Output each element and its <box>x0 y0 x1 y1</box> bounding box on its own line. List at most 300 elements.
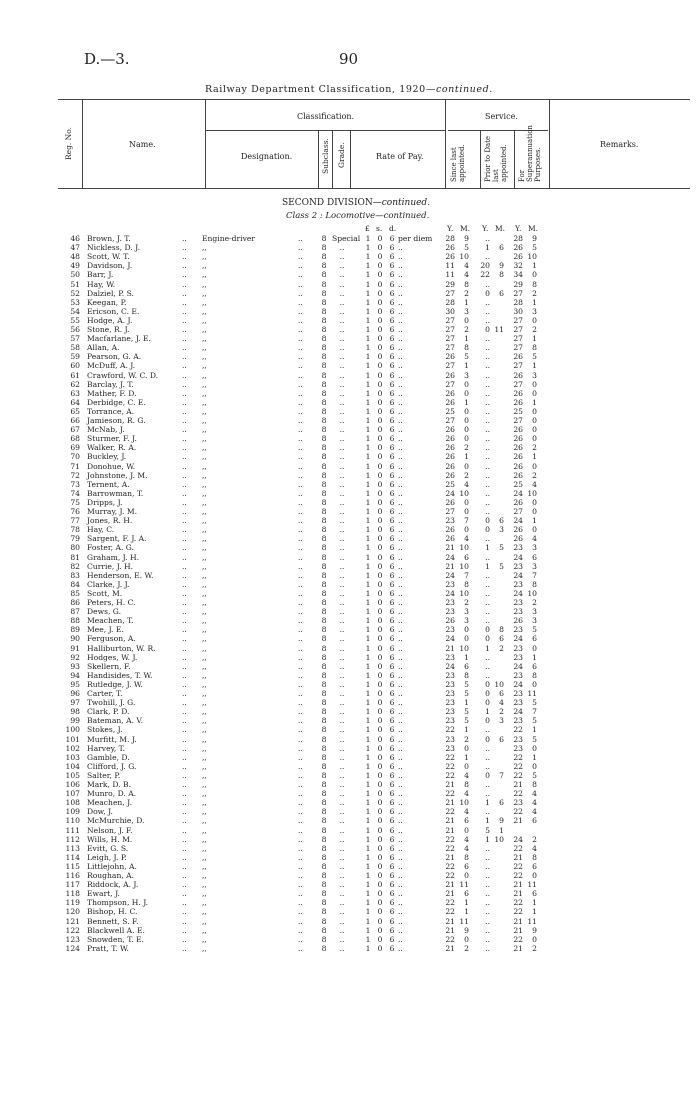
since-last-months-cell: 0 <box>464 871 469 880</box>
pay-pence-cell: 6 <box>389 670 395 680</box>
superannuation-years-cell: 29 <box>513 279 523 289</box>
since-last-months-cell: 0 <box>464 461 469 471</box>
prior-years-cell: .. <box>485 234 490 243</box>
unit-pounds: £ <box>365 224 370 233</box>
superannuation-years-cell: 21 <box>513 852 523 862</box>
since-last-years-cell: 26 <box>445 388 455 398</box>
leader-dots: .. <box>182 789 187 799</box>
prior-years-cell: .. <box>485 789 490 799</box>
pay-pounds-cell: 1 <box>365 780 371 789</box>
superannuation-years-cell: 26 <box>513 470 523 480</box>
pay-period-cell: .. <box>398 670 403 680</box>
designation-cell: ,, <box>202 388 207 398</box>
leader-dots: .. <box>298 843 303 853</box>
table-row <box>0 553 700 562</box>
reg-no-cell: 59 <box>70 352 80 362</box>
table-row <box>0 871 700 880</box>
grade-cell: .. <box>339 434 345 444</box>
prior-years-cell: .. <box>485 807 490 817</box>
superannuation-months-cell: 6 <box>532 861 537 871</box>
pay-shillings-cell: 0 <box>377 416 383 425</box>
pay-pounds-cell: 1 <box>365 561 371 571</box>
pay-pounds-cell: 1 <box>365 925 371 935</box>
pay-pounds-cell: 1 <box>365 807 371 817</box>
subclass-cell: 8 <box>321 798 327 808</box>
pay-shillings-cell: 0 <box>377 579 383 589</box>
pay-period-cell: .. <box>398 943 403 953</box>
superannuation-years-cell: 22 <box>513 761 523 771</box>
pay-pounds-cell: 1 <box>365 297 371 307</box>
reg-no-cell: 76 <box>70 507 80 516</box>
table-row <box>0 462 700 471</box>
grade-cell: .. <box>339 388 345 398</box>
designation-cell: ,, <box>202 789 207 799</box>
prior-months-cell: 3 <box>499 525 504 535</box>
name-cell: Rutledge, J. W. <box>87 679 143 689</box>
pay-pence-cell: 6 <box>389 479 395 489</box>
leader-dots: .. <box>182 325 187 334</box>
since-last-months-cell: 0 <box>464 406 469 416</box>
pay-pounds-cell: 1 <box>365 570 371 580</box>
designation-cell: ,, <box>202 534 207 544</box>
designation-cell: ,, <box>202 889 207 899</box>
superannuation-months-cell: 9 <box>532 234 537 243</box>
since-last-months-cell: 1 <box>464 334 469 344</box>
since-last-years-cell: 24 <box>445 488 455 498</box>
pay-shillings-cell: 0 <box>377 234 383 243</box>
since-last-years-cell: 23 <box>445 625 455 635</box>
since-last-years-cell: 27 <box>445 343 455 353</box>
pay-pence-cell: 6 <box>389 652 395 662</box>
superannuation-months-cell: 2 <box>532 325 537 334</box>
prior-years-cell: .. <box>485 397 490 407</box>
leader-dots: .. <box>298 334 303 344</box>
leader-dots: .. <box>182 507 187 516</box>
pay-pounds-cell: 1 <box>365 479 371 489</box>
prior-years-cell: .. <box>485 443 490 453</box>
superannuation-years-cell: 24 <box>513 488 523 498</box>
since-last-months-cell: 5 <box>464 707 469 717</box>
since-last-months-cell: 1 <box>464 361 469 371</box>
since-last-months-cell: 7 <box>464 516 469 526</box>
table-row <box>0 598 700 607</box>
leader-dots: .. <box>182 852 187 862</box>
pay-shillings-cell: 0 <box>377 461 383 471</box>
table-row <box>0 280 700 289</box>
leader-dots: .. <box>298 825 303 835</box>
pay-pounds-cell: 1 <box>365 889 371 899</box>
name-cell: Munro, D. A. <box>87 789 137 799</box>
superannuation-months-cell: 6 <box>532 552 537 562</box>
pay-pounds-cell: 1 <box>365 234 371 243</box>
table-row <box>0 298 700 307</box>
pay-period-cell: .. <box>398 916 403 926</box>
name-cell: Davidson, J. <box>87 261 133 271</box>
reg-no-cell: 114 <box>65 852 80 862</box>
grade-cell: .. <box>339 443 345 453</box>
since-last-years-cell: 21 <box>445 816 455 826</box>
designation-cell: ,, <box>202 561 207 571</box>
leader-dots: .. <box>182 761 187 771</box>
leader-dots: .. <box>182 470 187 480</box>
reg-no-cell: 99 <box>70 716 80 726</box>
since-last-years-cell: 21 <box>445 543 455 553</box>
unit-months: M. <box>495 224 506 233</box>
pay-pounds-cell: 1 <box>365 652 371 662</box>
name-cell: Scott, W. T. <box>87 252 130 262</box>
prior-years-cell: .. <box>485 889 490 899</box>
reg-no-cell: 69 <box>70 443 80 453</box>
subclass-cell: 8 <box>321 443 327 453</box>
prior-years-cell: 1 <box>485 543 490 553</box>
pay-period-cell: .. <box>398 934 403 944</box>
reg-no-cell: 109 <box>65 807 80 817</box>
superannuation-months-cell: 0 <box>532 525 537 535</box>
col-divider <box>318 130 319 188</box>
pay-shillings-cell: 0 <box>377 698 383 708</box>
pay-period-cell: .. <box>398 652 403 662</box>
since-last-years-cell: 22 <box>445 770 455 780</box>
pay-period-cell: .. <box>398 416 403 425</box>
name-cell: Johnstone, J. M. <box>87 470 148 480</box>
pay-period-cell: .. <box>398 789 403 799</box>
reg-no-cell: 123 <box>65 934 80 944</box>
reg-no-cell: 71 <box>70 461 80 471</box>
reg-no-cell: 104 <box>65 761 80 771</box>
pay-shillings-cell: 0 <box>377 725 383 735</box>
table-row <box>0 471 700 480</box>
grade-cell: .. <box>339 943 345 953</box>
since-last-months-cell: 6 <box>464 816 469 826</box>
leader-dots: .. <box>298 388 303 398</box>
since-last-months-cell: 2 <box>464 443 469 453</box>
prior-years-cell: .. <box>485 315 490 325</box>
pay-period-cell: .. <box>398 607 403 617</box>
leader-dots: .. <box>298 816 303 826</box>
reg-no-cell: 67 <box>70 425 80 435</box>
prior-years-cell: 0 <box>485 325 490 334</box>
subclass-cell: 8 <box>321 361 327 371</box>
prior-years-cell: .. <box>485 552 490 562</box>
grade-cell: .. <box>339 343 345 353</box>
table-row <box>0 389 700 398</box>
designation-cell: ,, <box>202 861 207 871</box>
name-cell: Salter, P. <box>87 770 121 780</box>
leader-dots: .. <box>298 607 303 617</box>
superannuation-months-cell: 8 <box>532 670 537 680</box>
since-last-months-cell: 11 <box>459 880 469 890</box>
designation-cell: ,, <box>202 661 207 671</box>
superannuation-years-cell: 26 <box>513 397 523 407</box>
designation-cell: ,, <box>202 716 207 726</box>
since-last-years-cell: 21 <box>445 852 455 862</box>
designation-cell: ,, <box>202 507 207 516</box>
leader-dots: .. <box>182 388 187 398</box>
leader-dots: .. <box>298 907 303 917</box>
superannuation-months-cell: 8 <box>532 852 537 862</box>
grade-cell: .. <box>339 689 345 698</box>
table-row <box>0 434 700 443</box>
pay-pounds-cell: 1 <box>365 443 371 453</box>
subclass-cell: 8 <box>321 834 327 844</box>
grade-cell: .. <box>339 670 345 680</box>
leader-dots: .. <box>298 852 303 862</box>
since-last-years-cell: 22 <box>445 843 455 853</box>
leader-dots: .. <box>298 561 303 571</box>
superannuation-years-cell: 24 <box>513 707 523 717</box>
grade-cell: .. <box>339 397 345 407</box>
superannuation-months-cell: 0 <box>532 379 537 389</box>
name-cell: Dow, J. <box>87 807 113 817</box>
leader-dots: .. <box>182 816 187 826</box>
prior-months-cell: 3 <box>499 716 504 726</box>
name-cell: Clarke, J. J. <box>87 579 130 589</box>
pay-pence-cell: 6 <box>389 852 395 862</box>
since-last-months-cell: 3 <box>464 370 469 380</box>
name-cell: Sargent, F. J. A. <box>87 534 147 544</box>
leader-dots: .. <box>298 670 303 680</box>
leader-dots: .. <box>182 361 187 371</box>
reg-no-cell: 75 <box>70 497 80 507</box>
reg-no-cell: 66 <box>70 416 80 425</box>
since-last-months-cell: 10 <box>459 798 469 808</box>
name-cell: Riddock, A. J. <box>87 880 139 890</box>
name-cell: Crawford, W. C. D. <box>87 370 159 380</box>
superannuation-years-cell: 24 <box>513 516 523 526</box>
leader-dots: .. <box>182 861 187 871</box>
pay-pounds-cell: 1 <box>365 461 371 471</box>
header-bottom-rule <box>58 188 690 189</box>
leader-dots: .. <box>182 534 187 544</box>
since-last-years-cell: 26 <box>445 616 455 626</box>
pay-shillings-cell: 0 <box>377 406 383 416</box>
designation-cell: Engine-driver <box>202 234 256 243</box>
pay-pence-cell: 6 <box>389 461 395 471</box>
name-cell: Ericson, C. E. <box>87 306 140 316</box>
leader-dots: .. <box>182 397 187 407</box>
prior-months-cell: 8 <box>499 270 504 280</box>
reg-no-cell: 113 <box>65 843 80 853</box>
superannuation-years-cell: 23 <box>513 579 523 589</box>
since-last-years-cell: 26 <box>445 443 455 453</box>
designation-cell: ,, <box>202 898 207 908</box>
reg-no-cell: 110 <box>65 816 80 826</box>
pay-pence-cell: 6 <box>389 743 395 753</box>
since-last-months-cell: 1 <box>464 297 469 307</box>
pay-shillings-cell: 0 <box>377 780 383 789</box>
table-row <box>0 571 700 580</box>
name-cell: Mather, F. D. <box>87 388 137 398</box>
pay-shillings-cell: 0 <box>377 370 383 380</box>
superannuation-months-cell: 1 <box>532 752 537 762</box>
superannuation-years-cell: 24 <box>513 634 523 644</box>
name-cell: Keegan, P. <box>87 297 127 307</box>
superannuation-months-cell: 0 <box>532 434 537 444</box>
superannuation-months-cell: 4 <box>532 807 537 817</box>
prior-years-cell: .. <box>485 780 490 789</box>
pay-period-cell: .. <box>398 516 403 526</box>
superannuation-months-cell: 0 <box>532 425 537 435</box>
leader-dots: .. <box>182 261 187 271</box>
name-cell: Currie, J. H. <box>87 561 134 571</box>
name-cell: Mark, D. B. <box>87 780 132 789</box>
leader-dots: .. <box>182 406 187 416</box>
pay-pence-cell: 6 <box>389 925 395 935</box>
pay-pounds-cell: 1 <box>365 871 371 880</box>
superannuation-months-cell: 4 <box>532 534 537 544</box>
pay-period-cell: .. <box>398 261 403 271</box>
pay-pounds-cell: 1 <box>365 488 371 498</box>
leader-dots: .. <box>298 725 303 735</box>
subclass-cell: 8 <box>321 334 327 344</box>
name-header: Name. <box>129 140 156 149</box>
subclass-header: Subclass. <box>321 138 330 174</box>
name-cell: Brown, J. T. <box>87 234 131 243</box>
leader-dots: .. <box>298 916 303 926</box>
pay-pence-cell: 6 <box>389 625 395 635</box>
table-row <box>0 698 700 707</box>
pay-shillings-cell: 0 <box>377 270 383 280</box>
pay-shillings-cell: 0 <box>377 661 383 671</box>
unit-years: Y. <box>447 224 454 233</box>
col-divider <box>332 130 333 188</box>
grade-cell: .. <box>339 652 345 662</box>
reg-no-cell: 105 <box>65 770 80 780</box>
pay-pounds-cell: 1 <box>365 379 371 389</box>
since-last-years-cell: 27 <box>445 507 455 516</box>
leader-dots: .. <box>298 934 303 944</box>
since-last-months-cell: 4 <box>464 261 469 271</box>
prior-years-cell: .. <box>485 370 490 380</box>
pay-shillings-cell: 0 <box>377 798 383 808</box>
since-last-years-cell: 22 <box>445 871 455 880</box>
subclass-cell: 8 <box>321 852 327 862</box>
division-continued: —continued. <box>372 198 431 208</box>
name-cell: McDuff, A. J. <box>87 361 136 371</box>
since-last-months-cell: 9 <box>464 234 469 243</box>
reg-no-cell: 106 <box>65 780 80 789</box>
prior-years-cell: 0 <box>485 689 490 698</box>
pay-pence-cell: 6 <box>389 889 395 899</box>
pay-pence-cell: 6 <box>389 934 395 944</box>
superannuation-years-cell: 22 <box>513 861 523 871</box>
leader-dots: .. <box>298 880 303 890</box>
superannuation-years-cell: 22 <box>513 871 523 880</box>
designation-cell: ,, <box>202 598 207 607</box>
since-last-years-cell: 21 <box>445 561 455 571</box>
grade-cell: .. <box>339 516 345 526</box>
superannuation-years-cell: 23 <box>513 743 523 753</box>
subclass-cell: 8 <box>321 880 327 890</box>
prior-years-cell: 1 <box>485 243 490 253</box>
designation-cell: ,, <box>202 279 207 289</box>
pay-pence-cell: 6 <box>389 698 395 708</box>
reg-no-cell: 118 <box>65 889 80 899</box>
since-last-years-cell: 26 <box>445 534 455 544</box>
reg-no-cell: 48 <box>70 252 80 262</box>
table-row <box>0 498 700 507</box>
reg-no-cell: 97 <box>70 698 80 708</box>
since-last-months-cell: 10 <box>459 588 469 598</box>
superannuation-years-cell: 24 <box>513 588 523 598</box>
leader-dots: .. <box>182 443 187 453</box>
subclass-cell: 8 <box>321 397 327 407</box>
superannuation-months-cell: 1 <box>532 907 537 917</box>
reg-no-cell: 64 <box>70 397 80 407</box>
designation-cell: ,, <box>202 689 207 698</box>
since-last-months-cell: 0 <box>464 625 469 635</box>
since-last-years-cell: 27 <box>445 416 455 425</box>
superannuation-years-cell: 22 <box>513 752 523 762</box>
superannuation-months-cell: 0 <box>532 761 537 771</box>
pay-pence-cell: 6 <box>389 534 395 544</box>
name-cell: Harvey, T. <box>87 743 126 753</box>
superannuation-years-cell: 23 <box>513 698 523 708</box>
class-subtitle: Class 2 : Locomotive—continued. <box>286 211 430 221</box>
designation-cell: ,, <box>202 325 207 334</box>
pay-pounds-cell: 1 <box>365 861 371 871</box>
table-row <box>0 789 700 798</box>
since-last-months-cell: 4 <box>464 834 469 844</box>
grade-cell: .. <box>339 761 345 771</box>
pay-pounds-cell: 1 <box>365 525 371 535</box>
table-row <box>0 898 700 907</box>
leader-dots: .. <box>182 807 187 817</box>
pay-pounds-cell: 1 <box>365 725 371 735</box>
name-cell: Gamble, D. <box>87 752 130 762</box>
superannuation-years-cell: 23 <box>513 598 523 607</box>
pay-period-cell: .. <box>398 616 403 626</box>
grade-header: Grade. <box>337 142 346 168</box>
designation-cell: ,, <box>202 461 207 471</box>
pay-shillings-cell: 0 <box>377 325 383 334</box>
superannuation-months-cell: 2 <box>532 598 537 607</box>
prior-months-cell: 6 <box>499 516 504 526</box>
since-last-years-cell: 27 <box>445 334 455 344</box>
pay-shillings-cell: 0 <box>377 925 383 935</box>
since-last-years-cell: 23 <box>445 716 455 726</box>
leader-dots: .. <box>298 470 303 480</box>
reg-no-cell: 83 <box>70 570 80 580</box>
subclass-cell: 8 <box>321 734 327 744</box>
reg-no-cell: 108 <box>65 798 80 808</box>
name-cell: Leigh, J. P. <box>87 852 127 862</box>
subclass-cell: 8 <box>321 588 327 598</box>
since-last-years-cell: 22 <box>445 934 455 944</box>
pay-shillings-cell: 0 <box>377 334 383 344</box>
table-row <box>0 243 700 252</box>
subclass-cell: 8 <box>321 343 327 353</box>
prior-years-cell: 22 <box>480 270 490 280</box>
pay-pounds-cell: 1 <box>365 616 371 626</box>
superannuation-years-cell: 27 <box>513 315 523 325</box>
pay-period-cell: .. <box>398 707 403 717</box>
grade-cell: .. <box>339 416 345 425</box>
since-last-months-cell: 0 <box>464 497 469 507</box>
since-last-months-cell: 5 <box>464 689 469 698</box>
reg-no-cell: 85 <box>70 588 80 598</box>
prior-years-cell: 0 <box>485 734 490 744</box>
superannuation-years-cell: 27 <box>513 288 523 298</box>
since-last-months-cell: 8 <box>464 579 469 589</box>
designation-cell: ,, <box>202 880 207 890</box>
table-row <box>0 634 700 643</box>
subclass-cell: 8 <box>321 616 327 626</box>
pay-pounds-cell: 1 <box>365 543 371 553</box>
since-last-months-cell: 2 <box>464 943 469 953</box>
since-last-months-cell: 2 <box>464 470 469 480</box>
designation-cell: ,, <box>202 497 207 507</box>
